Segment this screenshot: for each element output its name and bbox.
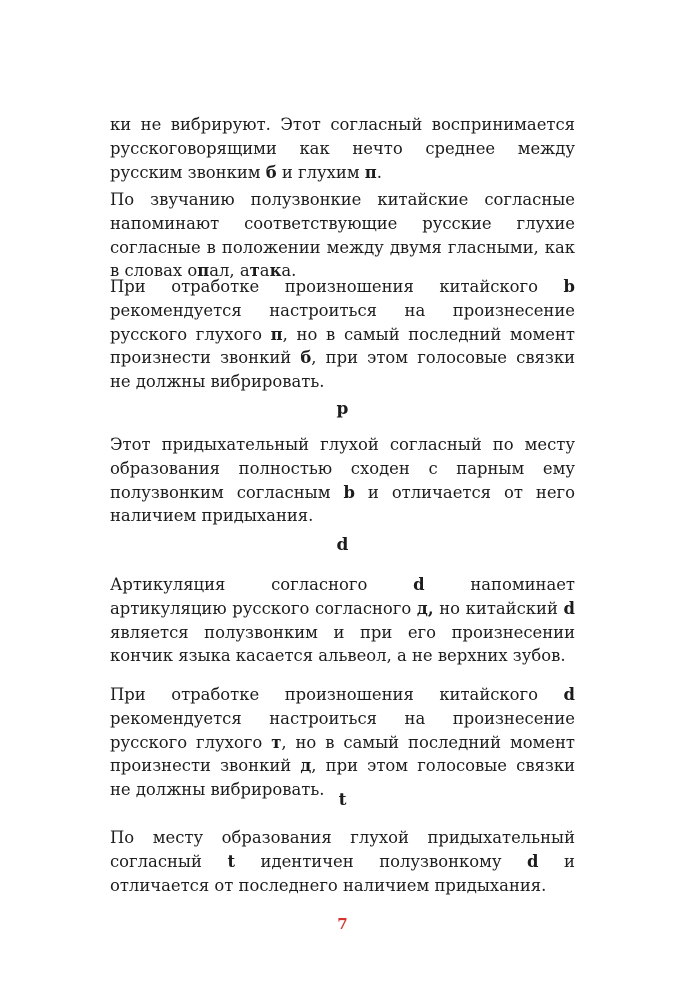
- text-run: При отработке произношения китайского: [110, 277, 564, 296]
- bold-letter: d: [527, 851, 539, 871]
- bold-letter: т: [271, 732, 282, 752]
- book-page: [110, 0, 575, 1000]
- bold-letter: д,: [416, 598, 434, 618]
- paragraph-b-practice: [110, 275, 575, 394]
- text-run: рекомендуется настроиться на произнесение русского глухого: [110, 300, 575, 344]
- text-run: По звучанию полузвонкие китайские согласные напоминают соответствующие русские глухие согласные в положении между двумя гласными, как в словах о: [110, 190, 575, 281]
- bold-letter: d: [413, 575, 425, 594]
- text-run: а.: [281, 261, 297, 281]
- text-run: , но в самый последний момент произнести звонкий: [110, 732, 575, 776]
- bold-letter: t: [227, 851, 236, 871]
- bold-letter: п: [364, 162, 377, 182]
- bold-letter: б: [300, 348, 312, 368]
- paragraph-b-intro: [110, 113, 575, 184]
- text-run: ки не вибрируют. Этот согласный воспринимается русскоговорящими как нечто среднее между русским звонким: [110, 115, 575, 182]
- bold-letter: п: [270, 324, 283, 344]
- text-run: , при этом голосовые связки не должны вибрировать.: [110, 756, 575, 800]
- paragraph-t-description: [110, 826, 575, 897]
- bold-letter: d: [563, 598, 575, 618]
- text-run: и отличается от последнего наличием придыхания.: [110, 851, 575, 895]
- bold-letter: d: [563, 685, 575, 704]
- section-heading-d: d: [336, 535, 349, 555]
- text-run: и отличается от него наличием придыхания.: [110, 482, 575, 526]
- text-run: и глухим: [276, 162, 365, 182]
- paragraph-p-description: [110, 433, 575, 528]
- text-run: но китайский: [433, 598, 564, 618]
- text-run: напоминает артикуляцию русского согласного: [110, 575, 575, 618]
- bold-letter: b: [563, 277, 575, 296]
- text-run: При отработке произношения китайского: [110, 685, 564, 704]
- text-run: ал, а: [209, 261, 250, 281]
- text-run: Этот придыхательный глухой согласный по месту образования полностью сходен с парным ему полузвонким согласным: [110, 435, 575, 502]
- bold-letter: б: [265, 162, 277, 182]
- section-heading-t: t: [338, 790, 347, 810]
- text-run: , при этом голосовые связки не должны вибрировать.: [110, 348, 575, 392]
- bold-letter: к: [269, 261, 282, 281]
- text-run: рекомендуется настроиться на произнесение русского глухого: [110, 708, 575, 752]
- text-run: , но в самый последний момент произнести звонкий: [110, 324, 575, 368]
- bold-letter: п: [197, 261, 210, 281]
- bold-letter: т: [249, 261, 260, 281]
- text-run: а: [259, 261, 270, 281]
- paragraph-d-articulation: [110, 573, 575, 668]
- page-number: 7: [337, 915, 348, 933]
- text-run: .: [376, 162, 382, 182]
- bold-letter: д: [300, 756, 312, 776]
- text-run: идентичен полузвонкому: [235, 851, 528, 871]
- paragraph-d-practice: [110, 683, 575, 802]
- bold-letter: b: [343, 482, 355, 502]
- text-run: По месту образования глухой придыхательный согласный: [110, 828, 575, 871]
- paragraph-b-sound: [110, 188, 575, 283]
- section-heading-p: p: [336, 399, 349, 419]
- text-run: является полузвонким и при его произнесении кончик языка касается альвеол, а не верхних зубов.: [110, 622, 575, 666]
- text-run: Артикуляция согласного: [110, 575, 414, 594]
